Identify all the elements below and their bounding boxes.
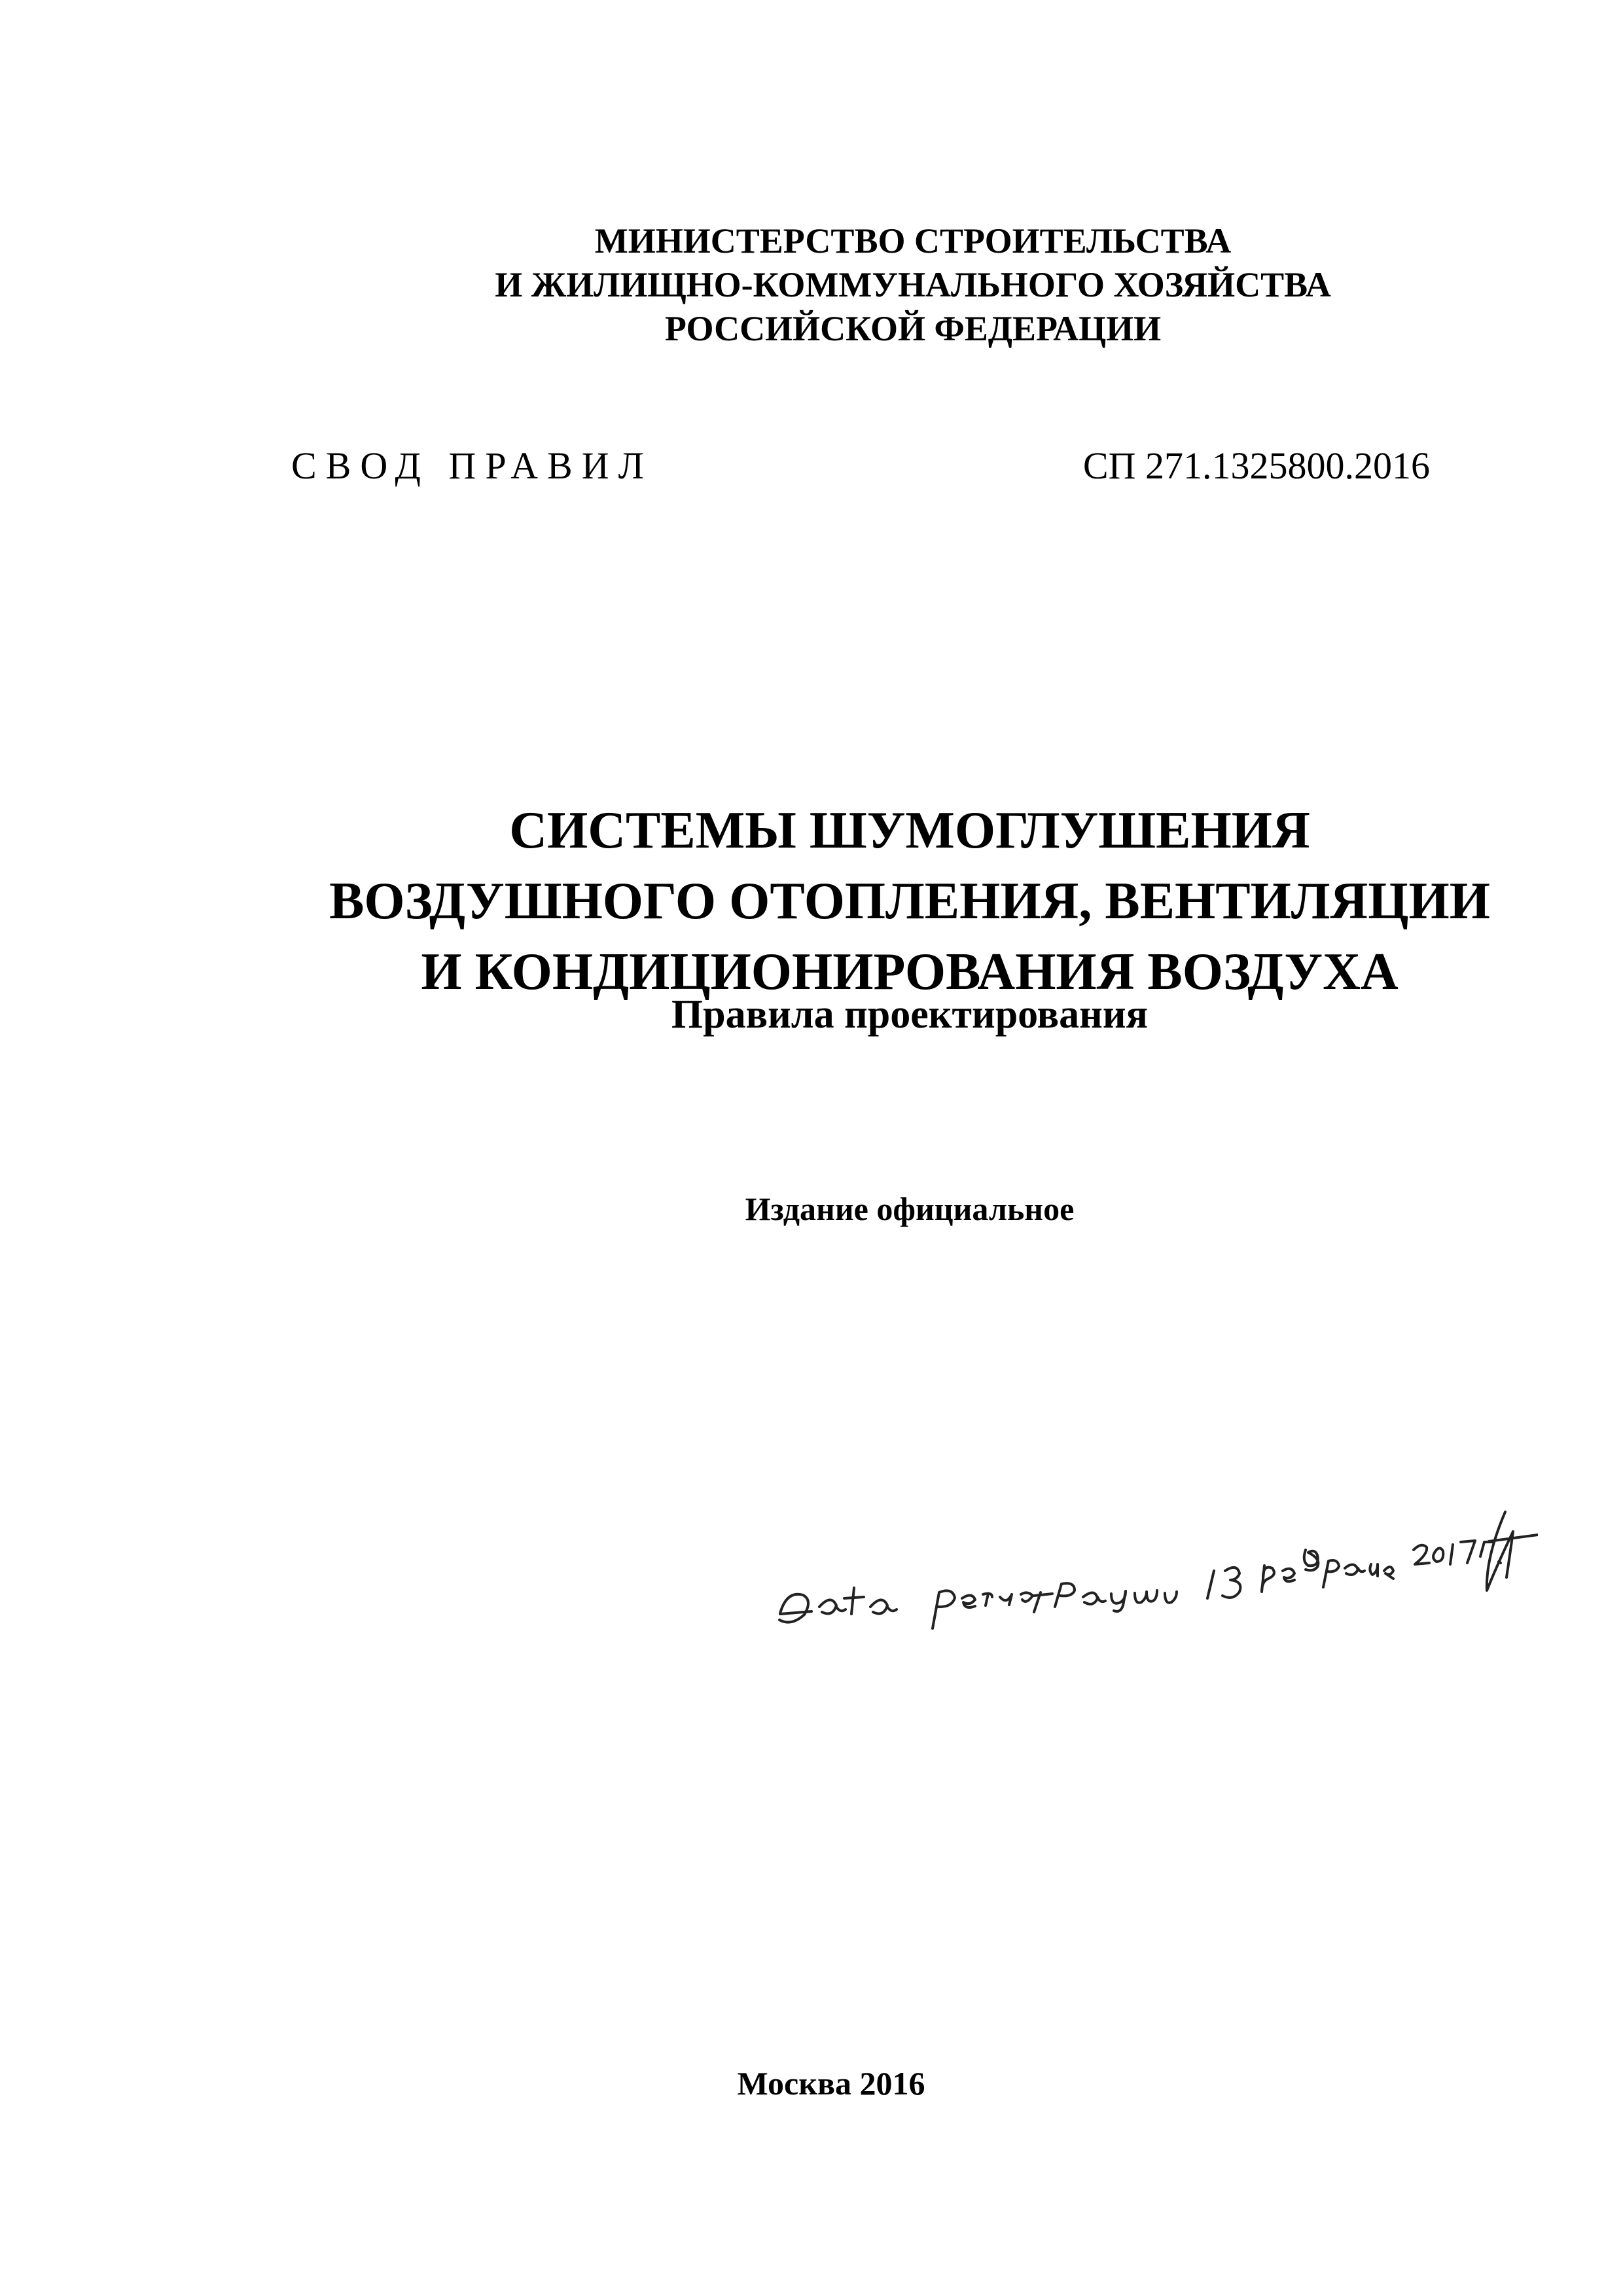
code-row <box>291 440 1430 492</box>
title-line-1: СИСТЕМЫ ШУМОГЛУШЕНИЯ <box>509 802 1310 859</box>
title-line-2: ВОЗДУШНОГО ОТОПЛЕНИЯ, ВЕНТИЛЯЦИИ <box>329 872 1490 930</box>
document-title <box>0 795 1623 1007</box>
ministry-line-3: РОССИЙСКОЙ ФЕДЕРАЦИИ <box>664 309 1162 348</box>
ministry-line-1: МИНИСТЕРСТВО СТРОИТЕЛЬСТВА <box>594 221 1232 260</box>
document-subtitle: Правила проектирования <box>671 992 1149 1037</box>
ministry-header <box>0 219 1623 351</box>
ministry-line-2: И ЖИЛИЩНО-КОММУНАЛЬНОГО ХОЗЯЙСТВА <box>495 265 1331 304</box>
handwritten-registration-note <box>753 1473 1538 1682</box>
city-year: Москва 2016 <box>737 2065 925 2102</box>
svod-pravil-label: СВОД ПРАВИЛ <box>291 444 653 487</box>
edition-label: Издание официальное <box>745 1191 1075 1227</box>
standard-code: СП 271.1325800.2016 <box>1082 444 1430 487</box>
title-line-3: И КОНДИЦИОНИРОВАНИЯ ВОЗДУХА <box>421 943 1399 1001</box>
